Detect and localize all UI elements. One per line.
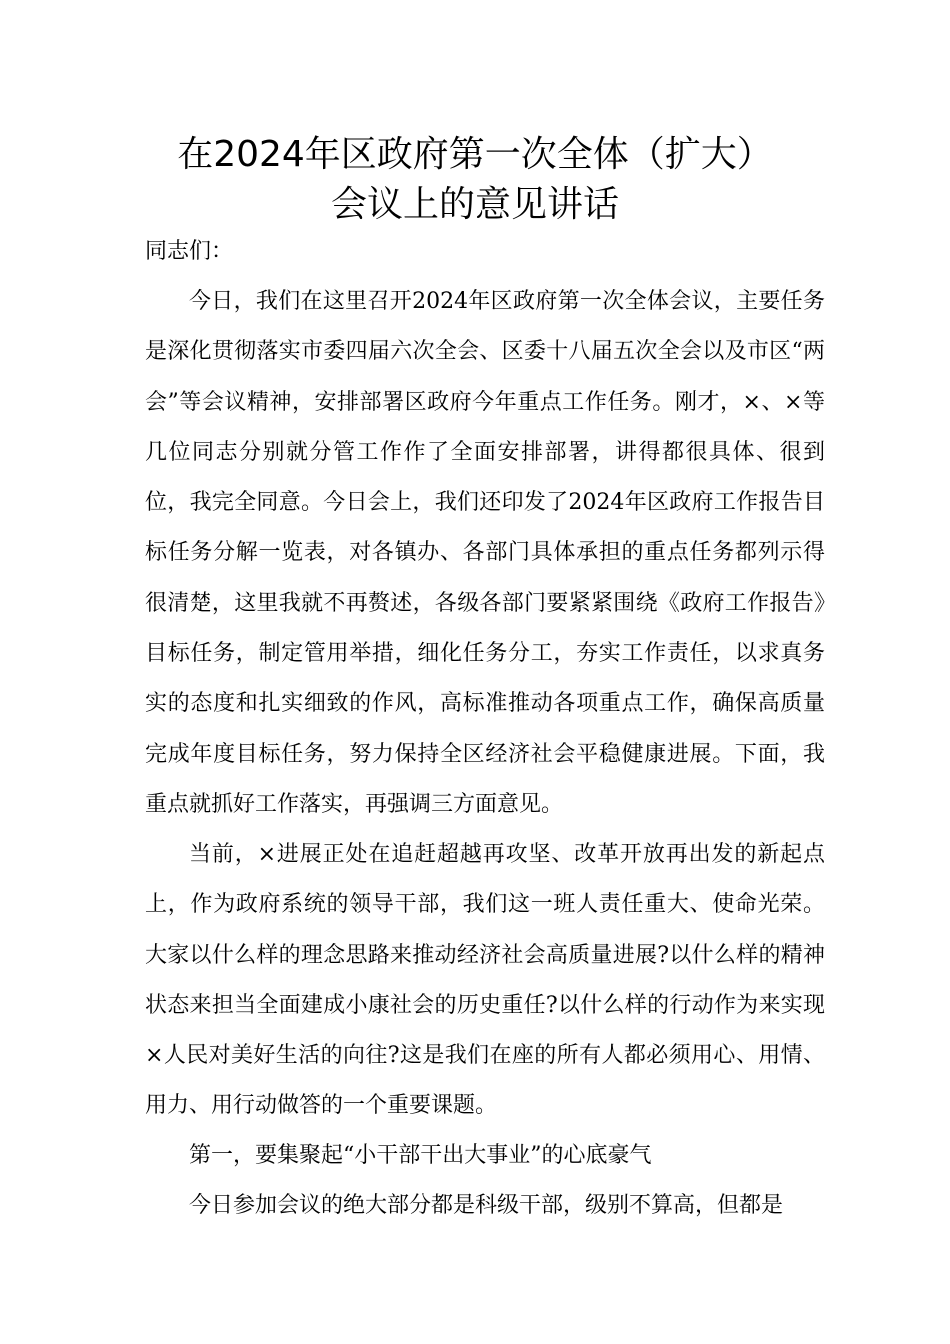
paragraph-opening: 今日，我们在这里召开2024年区政府第一次全体会议，主要任务是深化贯彻落实市委四届六次全会、区委十八届五次全会以及市区“两会”等会议精神，安排部署区政府今年重点工作任务。刚才，×、×等几位同志分别就分管工作作了全面安排部署，讲得都很具体、很到位，我完全同意。今日会上，我们还印发了2024年区政府工作报告目标任务分解一览表，对各镇办、各部门具体承担的重点任务都列示得很清楚，这里我就不再赘述，各级各部门要紧紧围绕《政府工作报告》目标任务，制定管用举措，细化任务分工，夯实工作责任，以求真务实的态度和扎实细致的作风，高标准推动各项重点工作，确保高质量完成年度目标任务，努力保持全区经济社会平稳健康进展。下面，我重点就抓好工作落实，再强调三方面意见。 bbox=[145, 289, 825, 817]
section-heading-first: 第一，要集聚起“小干部干出大事业”的心底豪气 bbox=[189, 1143, 652, 1168]
document-title-line-2: 会议上的意见讲话 bbox=[330, 184, 619, 225]
paragraph-section-one-start: 今日参加会议的绝大部分都是科级干部，级别不算高，但都是 bbox=[189, 1193, 784, 1218]
salutation: 同志们： bbox=[145, 239, 234, 264]
document-title-line-1: 在2024年区政府第一次全体（扩大） bbox=[177, 134, 773, 175]
paragraph-current-situation: 当前，×进展正处在追赶超越再攻坚、改革开放再出发的新起点上，作为政府系统的领导干部，我们这一班人责任重大、使命光荣。大家以什么样的理念思路来推动经济社会高质量进展?以什么样的精神状态来担当全面建成小康社会的历史重任?以什么样的行动作为来实现×人民对美好生活的向往?这是我们在座的所有人都必须用心、用情、用力、用行动做答的一个重要课题。 bbox=[145, 842, 825, 1119]
